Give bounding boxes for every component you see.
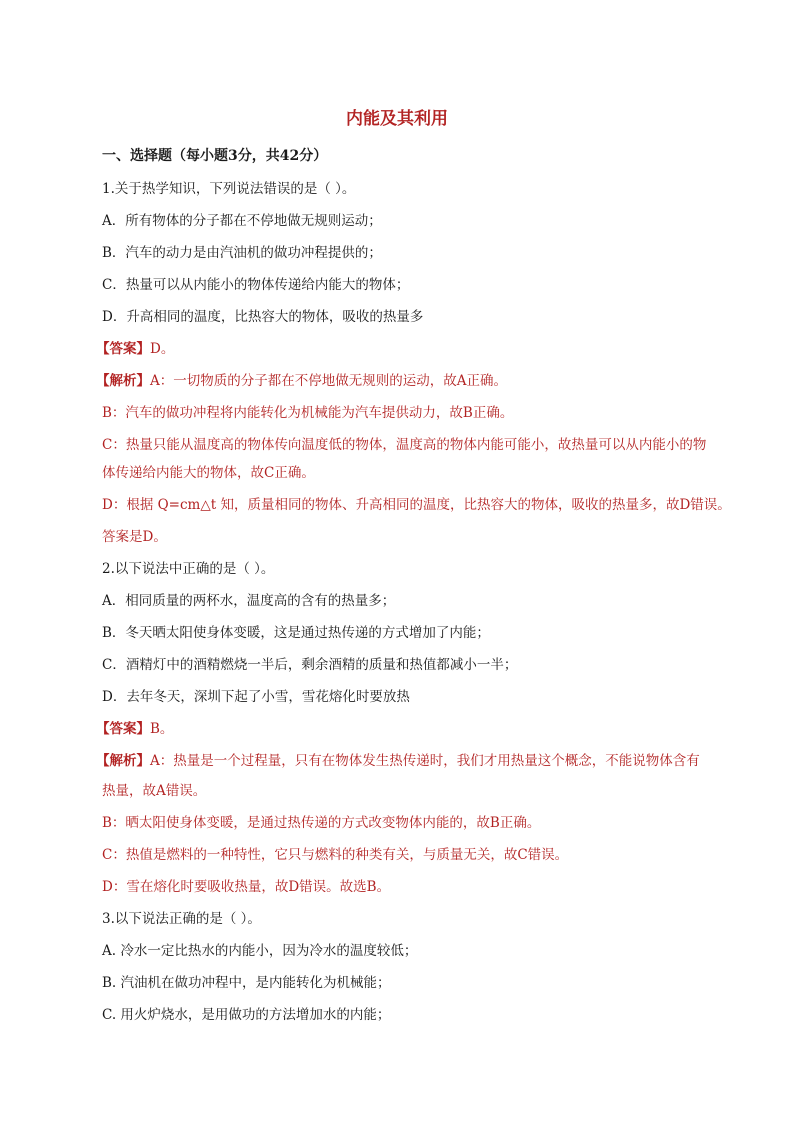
analysis-text: A：热量是一个过程量，只有在物体发生热传递时，我们才用热量这个概念，不能说物体含有 [150, 753, 700, 769]
q2-analysis-a [96, 751, 736, 771]
q1-option-c: C．热量可以从内能小的物体传递给内能大的物体； [102, 277, 410, 293]
q1-answer [96, 339, 736, 359]
answer-tag: 【答案】 [96, 721, 150, 737]
q1-analysis-d: D：根据 Q=cm△t 知，质量相同的物体、升高相同的温度，比热容大的物体，吸收的热量多，故D错误。 [102, 497, 731, 513]
q3-option-c: C. 用火炉烧水，是用做功的方法增加水的内能； [102, 1007, 391, 1023]
answer-value: D。 [150, 341, 175, 357]
section-heading: 一、选择题（每小题3分，共42分） [102, 148, 328, 164]
q2-option-a: A．相同质量的两杯水，温度高的含有的热量多； [102, 593, 396, 609]
q2-stem: 2.以下说法中正确的是（ ）。 [102, 561, 275, 577]
q2-analysis-b: B：晒太阳使身体变暖，是通过热传递的方式改变物体内能的，故B正确。 [102, 815, 541, 831]
q1-option-d: D．升高相同的温度，比热容大的物体，吸收的热量多 [102, 309, 424, 325]
q2-answer [96, 719, 736, 739]
q3-option-a: A. 冷水一定比热水的内能小，因为冷水的温度较低； [102, 943, 418, 959]
analysis-text: A：一切物质的分子都在不停地做无规则的运动，故A正确。 [150, 373, 507, 389]
q2-option-c: C．酒精灯中的酒精燃烧一半后，剩余酒精的质量和热值都减小一半； [102, 657, 518, 673]
q1-analysis-a [96, 371, 736, 391]
analysis-tag: 【解析】 [96, 753, 150, 769]
q1-analysis-b: B：汽车的做功冲程将内能转化为机械能为汽车提供动力，故B正确。 [102, 405, 514, 421]
q3-option-b: B. 汽油机在做功冲程中，是内能转化为机械能； [102, 975, 391, 991]
q1-conclusion: 答案是D。 [102, 529, 167, 545]
q1-option-b: B．汽车的动力是由汽油机的做功冲程提供的； [102, 245, 382, 261]
analysis-tag: 【解析】 [96, 373, 150, 389]
page-title: 内能及其利用 [346, 109, 448, 129]
q2-option-b: B．冬天晒太阳使身体变暖，这是通过热传递的方式增加了内能； [102, 625, 490, 641]
answer-value: B。 [150, 721, 174, 737]
q2-analysis-a-cont: 热量，故A错误。 [102, 783, 207, 799]
q1-stem: 1.关于热学知识，下列说法错误的是（ ）。 [102, 181, 356, 197]
q1-option-a: A．所有物体的分子都在不停地做无规则运动； [102, 213, 382, 229]
q2-option-d: D．去年冬天，深圳下起了小雪，雪花熔化时要放热 [102, 689, 410, 705]
q1-analysis-c-cont: 体传递给内能大的物体，故C正确。 [102, 465, 315, 481]
answer-tag: 【答案】 [96, 341, 150, 357]
q2-analysis-c: C：热值是燃料的一种特性，它只与燃料的种类有关，与质量无关，故C错误。 [102, 847, 569, 863]
q1-analysis-c: C：热量只能从温度高的物体传向温度低的物体，温度高的物体内能可能小，故热量可以从内能小的物 [102, 437, 707, 453]
q2-analysis-d: D：雪在熔化时要吸收热量，故D错误。故选B。 [102, 879, 391, 895]
q3-stem: 3.以下说法正确的是（ ）。 [102, 911, 261, 927]
